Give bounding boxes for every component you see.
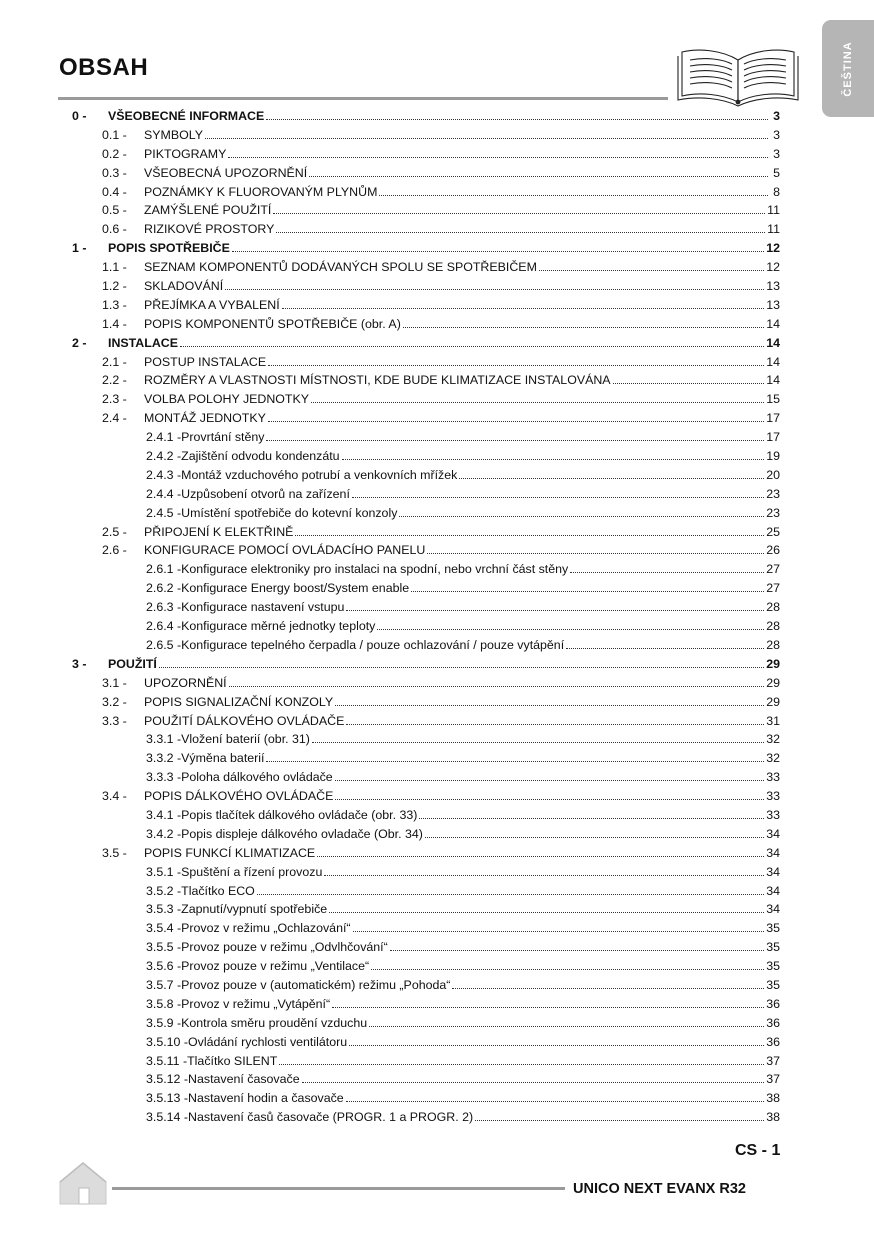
toc-number: 3 -: [72, 656, 87, 671]
dot-leader: [425, 826, 764, 838]
toc-subsection[interactable]: [72, 1052, 780, 1071]
toc-label: Výměna baterií: [181, 751, 265, 766]
toc-number: 2.3 -: [102, 392, 127, 407]
language-tab[interactable]: [822, 20, 874, 117]
toc-label: Tlačítko ECO: [181, 883, 255, 898]
toc-number: 2.6.5 -: [146, 636, 181, 655]
toc-label: Spuštění a řízení provozu: [181, 864, 323, 879]
toc-number: 2.1 -: [102, 354, 127, 369]
toc-label: Provoz v režimu „Vytápění“: [181, 996, 331, 1011]
toc-number: 1.4 -: [102, 316, 127, 331]
toc-number: 0.6 -: [102, 222, 127, 237]
toc-section[interactable]: [72, 523, 780, 542]
toc-section[interactable]: [72, 353, 780, 372]
toc-number: 3.5.10 -: [146, 1033, 188, 1052]
toc-label: Vložení baterií (obr. 31): [181, 732, 310, 747]
toc-label: Provrtání stěny: [181, 430, 265, 445]
dot-leader: [475, 1109, 764, 1121]
dot-leader: [459, 467, 764, 479]
toc-section[interactable]: [72, 258, 780, 277]
dot-leader: [225, 278, 764, 290]
toc-page-number: 20: [766, 467, 780, 482]
toc-page-number: 35: [766, 977, 780, 992]
toc-label: UPOZORNĚNÍ: [144, 675, 227, 690]
toc-label: Nastavení časovače: [188, 1072, 300, 1087]
toc-number: 3.5.7 -: [146, 976, 181, 995]
toc-subsection[interactable]: [72, 882, 780, 901]
toc-page-number: 27: [766, 581, 780, 596]
dot-leader: [346, 713, 764, 725]
toc-page-number: 3: [773, 146, 780, 161]
toc-number: 3.5.5 -: [146, 938, 181, 957]
toc-number: 1.1 -: [102, 260, 127, 275]
toc-chapter[interactable]: [72, 239, 780, 258]
toc-number: 2.4.3 -: [146, 466, 181, 485]
dot-leader: [324, 864, 764, 876]
toc-number: 3.5.13 -: [146, 1089, 188, 1108]
toc-number: 0.2 -: [102, 146, 127, 161]
title-divider: [58, 97, 668, 100]
toc-label: POUŽITÍ DÁLKOVÉHO OVLÁDAČE: [144, 713, 345, 728]
toc-subsection[interactable]: [72, 919, 780, 938]
footer-divider: [112, 1187, 565, 1190]
toc-number: 3.5.4 -: [146, 919, 181, 938]
dot-leader: [399, 505, 764, 517]
dot-leader: [266, 429, 764, 441]
toc-label: POUŽITÍ: [108, 656, 157, 671]
toc-number: 2.4.4 -: [146, 485, 181, 504]
toc-number: 3.5.9 -: [146, 1014, 181, 1033]
toc-number: 3.3.3 -: [146, 768, 181, 787]
toc-label: Konfigurace měrné jednotky teploty: [181, 619, 376, 634]
toc-label: VŠEOBECNÉ INFORMACE: [108, 109, 265, 123]
toc-label: Konfigurace Energy boost/System enable: [181, 581, 410, 596]
toc-page-number: 38: [766, 1091, 780, 1106]
dot-leader: [411, 580, 764, 592]
toc-page-number: 34: [766, 902, 780, 917]
toc-section[interactable]: [72, 712, 780, 731]
dot-leader: [369, 1015, 764, 1027]
toc-subsection[interactable]: [72, 995, 780, 1014]
toc-page-number: 23: [766, 505, 780, 520]
toc-page-number: 34: [766, 826, 780, 841]
dot-leader: [311, 391, 764, 403]
toc-page-number: 14: [766, 316, 780, 331]
toc-section[interactable]: [72, 126, 780, 145]
toc-section[interactable]: [72, 409, 780, 428]
toc-number: 0.3 -: [102, 165, 127, 180]
toc-subsection[interactable]: [72, 598, 780, 617]
dot-leader: [427, 542, 764, 554]
dot-leader: [205, 127, 768, 139]
toc-label: Kontrola směru proudění vzduchu: [181, 1015, 368, 1030]
toc-page-number: 34: [766, 864, 780, 879]
dot-leader: [353, 920, 765, 932]
dot-leader: [390, 939, 764, 951]
toc-page-number: 31: [766, 713, 780, 728]
toc-section[interactable]: [72, 371, 780, 390]
toc-label: PŘEJÍMKA A VYBALENÍ: [144, 297, 280, 312]
toc-label: ROZMĚRY A VLASTNOSTI MÍSTNOSTI, KDE BUDE KLIMATIZACE INSTALOVÁNA: [144, 373, 611, 388]
toc-number: 3.4 -: [102, 789, 127, 804]
toc-subsection[interactable]: [72, 938, 780, 957]
toc-number: 2.5 -: [102, 524, 127, 539]
toc-subsection[interactable]: [72, 1108, 780, 1127]
toc-section[interactable]: [72, 164, 780, 183]
toc-number: 3.4.1 -: [146, 806, 181, 825]
toc-number: 3.5.6 -: [146, 957, 181, 976]
toc-label: MONTÁŽ JEDNOTKY: [144, 411, 266, 426]
language-tab-label: ČEŠTINA: [842, 40, 854, 97]
toc-label: POZNÁMKY K FLUOROVANÝM PLYNŮM: [144, 184, 378, 199]
toc-page-number: 35: [766, 921, 780, 936]
toc-page-number: 15: [766, 392, 780, 407]
toc-label: PŘIPOJENÍ K ELEKTŘINĚ: [144, 524, 294, 539]
dot-leader: [570, 561, 764, 573]
toc-label: Zapnutí/vypnutí spotřebiče: [181, 902, 328, 917]
toc-number: 2.4.2 -: [146, 447, 181, 466]
toc-number: 2.4 -: [102, 411, 127, 426]
toc-page-number: 11: [767, 203, 780, 218]
toc-subsection[interactable]: [72, 504, 780, 523]
toc-page-number: 14: [766, 373, 780, 388]
toc-subsection[interactable]: [72, 900, 780, 919]
product-name: UNICO NEXT EVANX R32: [573, 1181, 746, 1197]
dot-leader: [282, 297, 765, 309]
dot-leader: [312, 731, 764, 743]
toc-number: 3.2 -: [102, 694, 127, 709]
toc-number: 3.5.3 -: [146, 900, 181, 919]
toc-section[interactable]: [72, 183, 780, 202]
toc-section[interactable]: [72, 220, 780, 239]
dot-leader: [379, 184, 768, 196]
toc-number: 3.5 -: [102, 845, 127, 860]
dot-leader: [266, 750, 764, 762]
dot-leader: [419, 807, 764, 819]
toc-number: 2.2 -: [102, 373, 127, 388]
toc-section[interactable]: [72, 145, 780, 164]
dot-leader: [335, 694, 764, 706]
toc-label: SEZNAM KOMPONENTŮ DODÁVANÝCH SPOLU SE SPOTŘEBIČEM: [144, 260, 537, 275]
dot-leader: [180, 335, 764, 347]
toc-number: 3.3 -: [102, 713, 127, 728]
dot-leader: [377, 618, 764, 630]
toc-number: 3.3.2 -: [146, 749, 181, 768]
toc-label: Provoz pouze v (automatickém) režimu „Pohoda“: [181, 977, 451, 992]
toc-page-number: 13: [766, 297, 780, 312]
toc-page-number: 35: [766, 959, 780, 974]
toc-number: 2.6.3 -: [146, 598, 181, 617]
toc-page-number: 36: [766, 1034, 780, 1049]
toc-page-number: 36: [766, 1015, 780, 1030]
toc-page-number: 25: [766, 524, 780, 539]
toc-label: Tlačítko SILENT: [187, 1053, 278, 1068]
toc-number: 0.1 -: [102, 127, 127, 142]
toc-number: 3.5.8 -: [146, 995, 181, 1014]
toc-label: Nastavení hodin a časovače: [188, 1091, 344, 1106]
toc-page-number: 5: [773, 165, 780, 180]
toc-label: RIZIKOVÉ PROSTORY: [144, 222, 275, 237]
dot-leader: [349, 1034, 764, 1046]
toc-number: 2 -: [72, 335, 87, 350]
toc-subsection[interactable]: [72, 1089, 780, 1108]
toc-label: ZAMÝŠLENÉ POUŽITÍ: [144, 203, 272, 218]
toc-page-number: 17: [766, 430, 780, 445]
toc-label: Provoz pouze v režimu „Ventilace“: [181, 959, 370, 974]
toc-section[interactable]: [72, 201, 780, 220]
toc-label: Umístění spotřebiče do kotevní konzoly: [181, 505, 398, 520]
dot-leader: [276, 221, 765, 233]
toc-page-number: 17: [766, 411, 780, 426]
toc-subsection[interactable]: [72, 730, 780, 749]
toc-section[interactable]: [72, 541, 780, 560]
toc-number: 2.6.1 -: [146, 560, 181, 579]
dot-leader: [566, 637, 764, 649]
toc-label: POPIS FUNKCÍ KLIMATIZACE: [144, 845, 316, 860]
toc-subsection[interactable]: [72, 749, 780, 768]
toc-page-number: 27: [766, 562, 780, 577]
dot-leader: [295, 524, 764, 536]
toc-number: 2.4.1 -: [146, 428, 181, 447]
toc-subsection[interactable]: [72, 768, 780, 787]
toc-page-number: 14: [766, 335, 780, 350]
toc-page-number: 28: [766, 600, 780, 615]
toc-label: Konfigurace nastavení vstupu: [181, 600, 345, 615]
toc-number: 0.5 -: [102, 203, 127, 218]
dot-leader: [279, 1053, 764, 1065]
toc-label: VŠEOBECNÁ UPOZORNĚNÍ: [144, 165, 308, 180]
toc-page-number: 38: [766, 1110, 780, 1125]
toc-label: POPIS DÁLKOVÉHO OVLÁDAČE: [144, 789, 334, 804]
dot-leader: [228, 146, 768, 158]
toc-page-number: 12: [766, 260, 780, 275]
toc-label: PIKTOGRAMY: [144, 146, 227, 161]
dot-leader: [229, 675, 765, 687]
page-title: OBSAH: [59, 54, 149, 81]
toc-number: 2.6.4 -: [146, 617, 181, 636]
toc-label: SKLADOVÁNÍ: [144, 279, 224, 294]
dot-leader: [309, 165, 768, 177]
toc-subsection[interactable]: [72, 617, 780, 636]
toc-number: 3.5.1 -: [146, 863, 181, 882]
toc-number: 0 -: [72, 109, 87, 123]
toc-page-number: 37: [766, 1053, 780, 1068]
page-number: CS - 1: [735, 1142, 781, 1159]
toc-page-number: 37: [766, 1072, 780, 1087]
toc-number: 3.5.14 -: [146, 1108, 188, 1127]
toc-page-number: 13: [766, 279, 780, 294]
toc-section[interactable]: [72, 315, 780, 334]
dot-leader: [539, 259, 764, 271]
toc-page-number: 12: [766, 241, 780, 256]
toc-subsection[interactable]: [72, 579, 780, 598]
toc-number: 2.4.5 -: [146, 504, 181, 523]
home-icon[interactable]: [58, 1160, 108, 1206]
toc-number: 3.5.11 -: [146, 1052, 187, 1071]
toc-subsection[interactable]: [72, 1014, 780, 1033]
dot-leader: [329, 901, 764, 913]
toc-subsection[interactable]: [72, 976, 780, 995]
toc-label: Popis displeje dálkového ovladače (Obr. 34): [181, 826, 423, 841]
toc-number: 2.6.2 -: [146, 579, 181, 598]
toc-section[interactable]: [72, 277, 780, 296]
toc-chapter[interactable]: [72, 334, 780, 353]
dot-leader: [346, 1090, 765, 1102]
dot-leader: [346, 599, 764, 611]
toc-number: 3.3.1 -: [146, 730, 181, 749]
toc-subsection[interactable]: [72, 863, 780, 882]
toc-page-number: 33: [766, 789, 780, 804]
dot-leader: [352, 486, 764, 498]
toc-page-number: 32: [766, 732, 780, 747]
dot-leader: [302, 1071, 765, 1083]
toc-page-number: 3: [773, 127, 780, 142]
toc-section[interactable]: [72, 787, 780, 806]
open-book-icon: [672, 42, 804, 108]
toc-label: Provoz v režimu „Ochlazování“: [181, 921, 351, 936]
toc-subsection[interactable]: [72, 466, 780, 485]
dot-leader: [273, 202, 765, 214]
toc-label: Poloha dálkového ovládače: [181, 770, 333, 785]
dot-leader: [371, 958, 764, 970]
toc-page-number: 29: [766, 656, 780, 671]
dot-leader: [232, 240, 764, 252]
toc-number: 1 -: [72, 241, 87, 256]
toc-subsection[interactable]: [72, 957, 780, 976]
dot-leader: [159, 656, 764, 668]
dot-leader: [342, 448, 765, 460]
toc-page-number: 19: [766, 449, 780, 464]
toc-page-number: 29: [766, 694, 780, 709]
toc-page-number: 28: [766, 619, 780, 634]
toc-number: 1.3 -: [102, 297, 127, 312]
toc-subsection[interactable]: [72, 825, 780, 844]
toc-label: Zajištění odvodu kondenzátu: [181, 449, 340, 464]
toc-page-number: 26: [766, 543, 780, 558]
toc-number: 2.6 -: [102, 543, 127, 558]
toc-section[interactable]: [72, 674, 780, 693]
dot-leader: [332, 996, 764, 1008]
toc-section[interactable]: [72, 844, 780, 863]
toc-subsection[interactable]: [72, 1070, 780, 1089]
toc-number: 3.4.2 -: [146, 825, 181, 844]
toc-label: Provoz pouze v režimu „Odvlhčování“: [181, 940, 388, 955]
toc-label: INSTALACE: [108, 335, 178, 350]
toc-page-number: 36: [766, 996, 780, 1011]
toc-subsection[interactable]: [72, 428, 780, 447]
dot-leader: [335, 769, 765, 781]
toc-number: 0.4 -: [102, 184, 127, 199]
toc-number: 3.1 -: [102, 675, 127, 690]
toc-page-number: 8: [773, 184, 780, 199]
toc-section[interactable]: [72, 390, 780, 409]
toc-label: POPIS SPOTŘEBIČE: [108, 241, 230, 256]
toc-subsection[interactable]: [72, 560, 780, 579]
toc-page-number: 11: [767, 222, 780, 237]
dot-leader: [268, 410, 764, 422]
dot-leader: [317, 845, 764, 857]
dot-leader: [266, 108, 768, 120]
toc-label: Popis tlačítek dálkového ovládače (obr. 33): [181, 807, 418, 822]
toc-subsection[interactable]: [72, 636, 780, 655]
toc-label: Konfigurace elektroniky pro instalaci na spodní, nebo vrchní část stěny: [181, 562, 569, 577]
toc-page-number: 14: [766, 354, 780, 369]
toc-subsection[interactable]: [72, 485, 780, 504]
toc-page-number: 33: [766, 770, 780, 785]
toc-chapter[interactable]: [72, 655, 780, 674]
toc-number: 3.5.2 -: [146, 882, 181, 901]
toc-label: Uzpůsobení otvorů na zařízení: [181, 486, 350, 501]
toc-chapter[interactable]: [72, 107, 780, 126]
toc-page-number: 32: [766, 751, 780, 766]
toc-page-number: 33: [766, 807, 780, 822]
toc-subsection[interactable]: [72, 806, 780, 825]
toc-label: SYMBOLY: [144, 127, 203, 142]
toc-subsection[interactable]: [72, 1033, 780, 1052]
toc-number: 3.5.12 -: [146, 1070, 188, 1089]
toc-section[interactable]: [72, 296, 780, 315]
dot-leader: [335, 788, 764, 800]
toc-number: 1.2 -: [102, 279, 127, 294]
toc-label: Nastavení časů časovače (PROGR. 1 a PROGR. 2): [188, 1110, 474, 1125]
toc-page-number: 34: [766, 845, 780, 860]
dot-leader: [257, 883, 764, 895]
toc-section[interactable]: [72, 693, 780, 712]
toc-label: Ovládání rychlosti ventilátoru: [188, 1034, 348, 1049]
dot-leader: [403, 316, 764, 328]
dot-leader: [268, 354, 764, 366]
toc-page-number: 23: [766, 486, 780, 501]
toc-page-number: 35: [766, 940, 780, 955]
toc-subsection[interactable]: [72, 447, 780, 466]
toc-label: POPIS SIGNALIZAČNÍ KONZOLY: [144, 694, 334, 709]
dot-leader: [613, 372, 765, 384]
toc-page-number: 3: [773, 109, 780, 123]
toc-label: Montáž vzduchového potrubí a venkovních mřížek: [181, 467, 458, 482]
toc-page-number: 29: [766, 675, 780, 690]
table-of-contents: [72, 107, 780, 1127]
dot-leader: [452, 977, 764, 989]
toc-label: Konfigurace tepelného čerpadla / pouze ochlazování / pouze vytápění: [181, 637, 565, 652]
toc-label: VOLBA POLOHY JEDNOTKY: [144, 392, 310, 407]
toc-page-number: 28: [766, 637, 780, 652]
toc-label: POPIS KOMPONENTŮ SPOTŘEBIČE (obr. A): [144, 316, 401, 331]
toc-page-number: 34: [766, 883, 780, 898]
toc-label: POSTUP INSTALACE: [144, 354, 267, 369]
toc-label: KONFIGURACE POMOCÍ OVLÁDACÍHO PANELU: [144, 543, 426, 558]
